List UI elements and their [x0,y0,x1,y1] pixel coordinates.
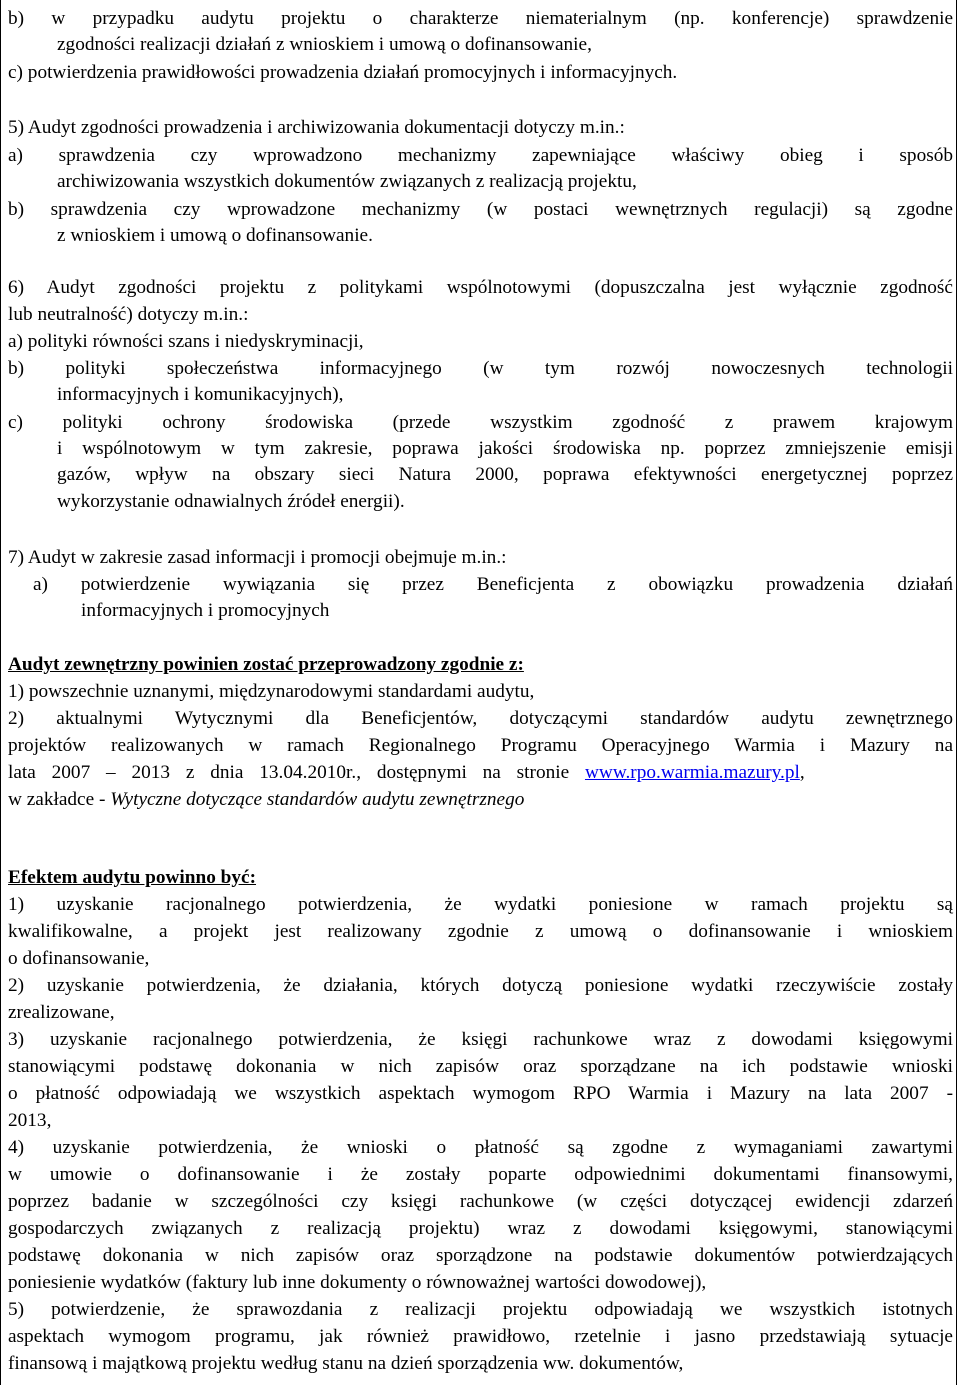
text-line: a) potwierdzenie wywiązania się przez Beneficjenta z obowiązku prowadzenia działań [33,574,953,595]
section-heading: 6) Audyt zgodności projektu z politykami wspólnotowymi (dopuszczalna jest wyłącznie zgodność [8,277,953,298]
text-line: a) polityki równości szans i niedyskryminacji, [8,331,364,352]
text-line: lub neutralność) dotyczy m.in.: [8,304,249,325]
text-line: a) sprawdzenia czy wprowadzono mechanizmy zapewniające właściwy obieg i sposób [8,145,953,166]
text-line: 2) aktualnymi Wytycznymi dla Beneficjentów, dotyczącymi standardów audytu zewnętrznego [8,708,953,729]
text-line: stanowiącymi podstawę dokonania w nich zapisów oraz sporządzane na ich podstawie wnioski [8,1056,953,1077]
text-line: b) polityki społeczeństwa informacyjnego (w tym rozwój nowoczesnych technologii [8,358,953,379]
text-line [8,787,524,813]
text-line: poniesienie wydatków (faktury lub inne dokumenty o równoważnej wartości dowodowej), [8,1272,707,1293]
text-line: o dofinansowanie, [8,948,150,969]
text-line: c) potwierdzenia prawidłowości prowadzenia działań promocyjnych i informacyjnych. [8,62,678,83]
text-line: zrealizowane, [8,1002,115,1023]
text-line: aspektach wymogom programu, jak również prawidłowo, rzetelnie i jasno przedstawiają sytuacje [8,1326,953,1347]
text-line: i wspólnotowym w tym zakresie, poprawa jakości środowiska np. poprzez zmniejszenie emisji [57,438,953,459]
text-line: o płatność odpowiadają we wszystkich aspektach wymogom RPO Warmia i Mazury na lata 2007 - [8,1083,953,1104]
text-line-part: w zakładce - [8,789,111,810]
section-heading: 7) Audyt w zakresie zasad informacji i promocji obejmuje m.in.: [8,547,507,568]
text-line: c) polityki ochrony środowiska (przede wszystkim zgodność z prawem krajowym [8,412,953,433]
text-line: 4) uzyskanie potwierdzenia, że wnioski o płatność są zgodne z wymaganiami zawartymi [8,1137,953,1158]
section-heading: 5) Audyt zgodności prowadzenia i archiwizowania dokumentacji dotyczy m.in.: [8,117,625,138]
text-line: 2) uzyskanie potwierdzenia, że działania, których dotyczą poniesione wydatki rzeczywiście zostały [8,975,953,996]
text-line: informacyjnych i komunikacyjnych), [57,384,344,405]
text-line: b) sprawdzenia czy wprowadzone mechanizmy (w postaci wewnętrznych regulacji) są zgodne [8,199,953,220]
text-line-part: lata 2007 – 2013 z dnia 13.04.2010r., dostępnymi na stronie [8,762,585,783]
text-line: podstawę dokonania w nich zapisów oraz sporządzone na podstawie dokumentów potwierdzających [8,1245,953,1266]
text-line: 1) powszechnie uznanymi, międzynarodowymi standardami audytu, [8,681,535,702]
audit-effects-heading: Efektem audytu powinno być: [8,867,257,888]
text-line: 5) potwierdzenie, że sprawozdania z realizacji projektu odpowiadają we wszystkich istotnych [8,1299,953,1320]
text-line: projektów realizowanych w ramach Regionalnego Programu Operacyjnego Warmia i Mazury na [8,735,953,756]
text-line: archiwizowania wszystkich dokumentów związanych z realizacją projektu, [57,171,637,192]
audit-standards-heading: Audyt zewnętrzny powinien zostać przeprowadzony zgodnie z: [8,654,524,675]
text-line: b) w przypadku audytu projektu o charakterze niematerialnym (np. konferencje) sprawdzenie [8,8,953,29]
text-line: wykorzystanie odnawialnych źródeł energii). [57,491,405,512]
rpo-website-link[interactable]: www.rpo.warmia.mazury.pl [584,762,800,783]
text-line: informacyjnych i promocyjnych [81,600,330,621]
text-line: gazów, wpływ na obszary sieci Natura 2000, poprawa efektywności energetycznej poprzez [57,464,953,485]
text-line: finansową i majątkową projektu według stanu na dzień sporządzenia ww. dokumentów, [8,1353,684,1374]
text-line: z wnioskiem i umową o dofinansowanie. [57,225,373,246]
text-line-with-link [8,760,953,786]
text-line: 3) uzyskanie racjonalnego potwierdzenia, że księgi rachunkowe wraz z dowodami księgowymi [8,1029,953,1050]
text-line-part: , [799,762,805,783]
text-line: 2013, [8,1110,52,1131]
guidelines-title: Wytyczne dotyczące standardów audytu zewnętrznego [110,789,525,810]
text-line: kwalifikowalne, a projekt jest realizowany zgodnie z umową o dofinansowanie i wnioskiem [8,921,953,942]
text-line: poprzez badanie w szczególności czy księgi rachunkowe (w części dotyczącej ewidencji zdarzeń [8,1191,953,1212]
text-line: 1) uzyskanie racjonalnego potwierdzenia, że wydatki poniesione w ramach projektu są [8,894,953,915]
text-line: zgodności realizacji działań z wnioskiem i umową o dofinansowanie, [57,34,592,55]
text-line: w umowie o dofinansowanie i że zostały poparte odpowiednimi dokumentami finansowymi, [8,1164,953,1185]
text-line: gospodarczych związanych z realizacją projektu) wraz z dowodami księgowymi, stanowiącymi [8,1218,953,1239]
